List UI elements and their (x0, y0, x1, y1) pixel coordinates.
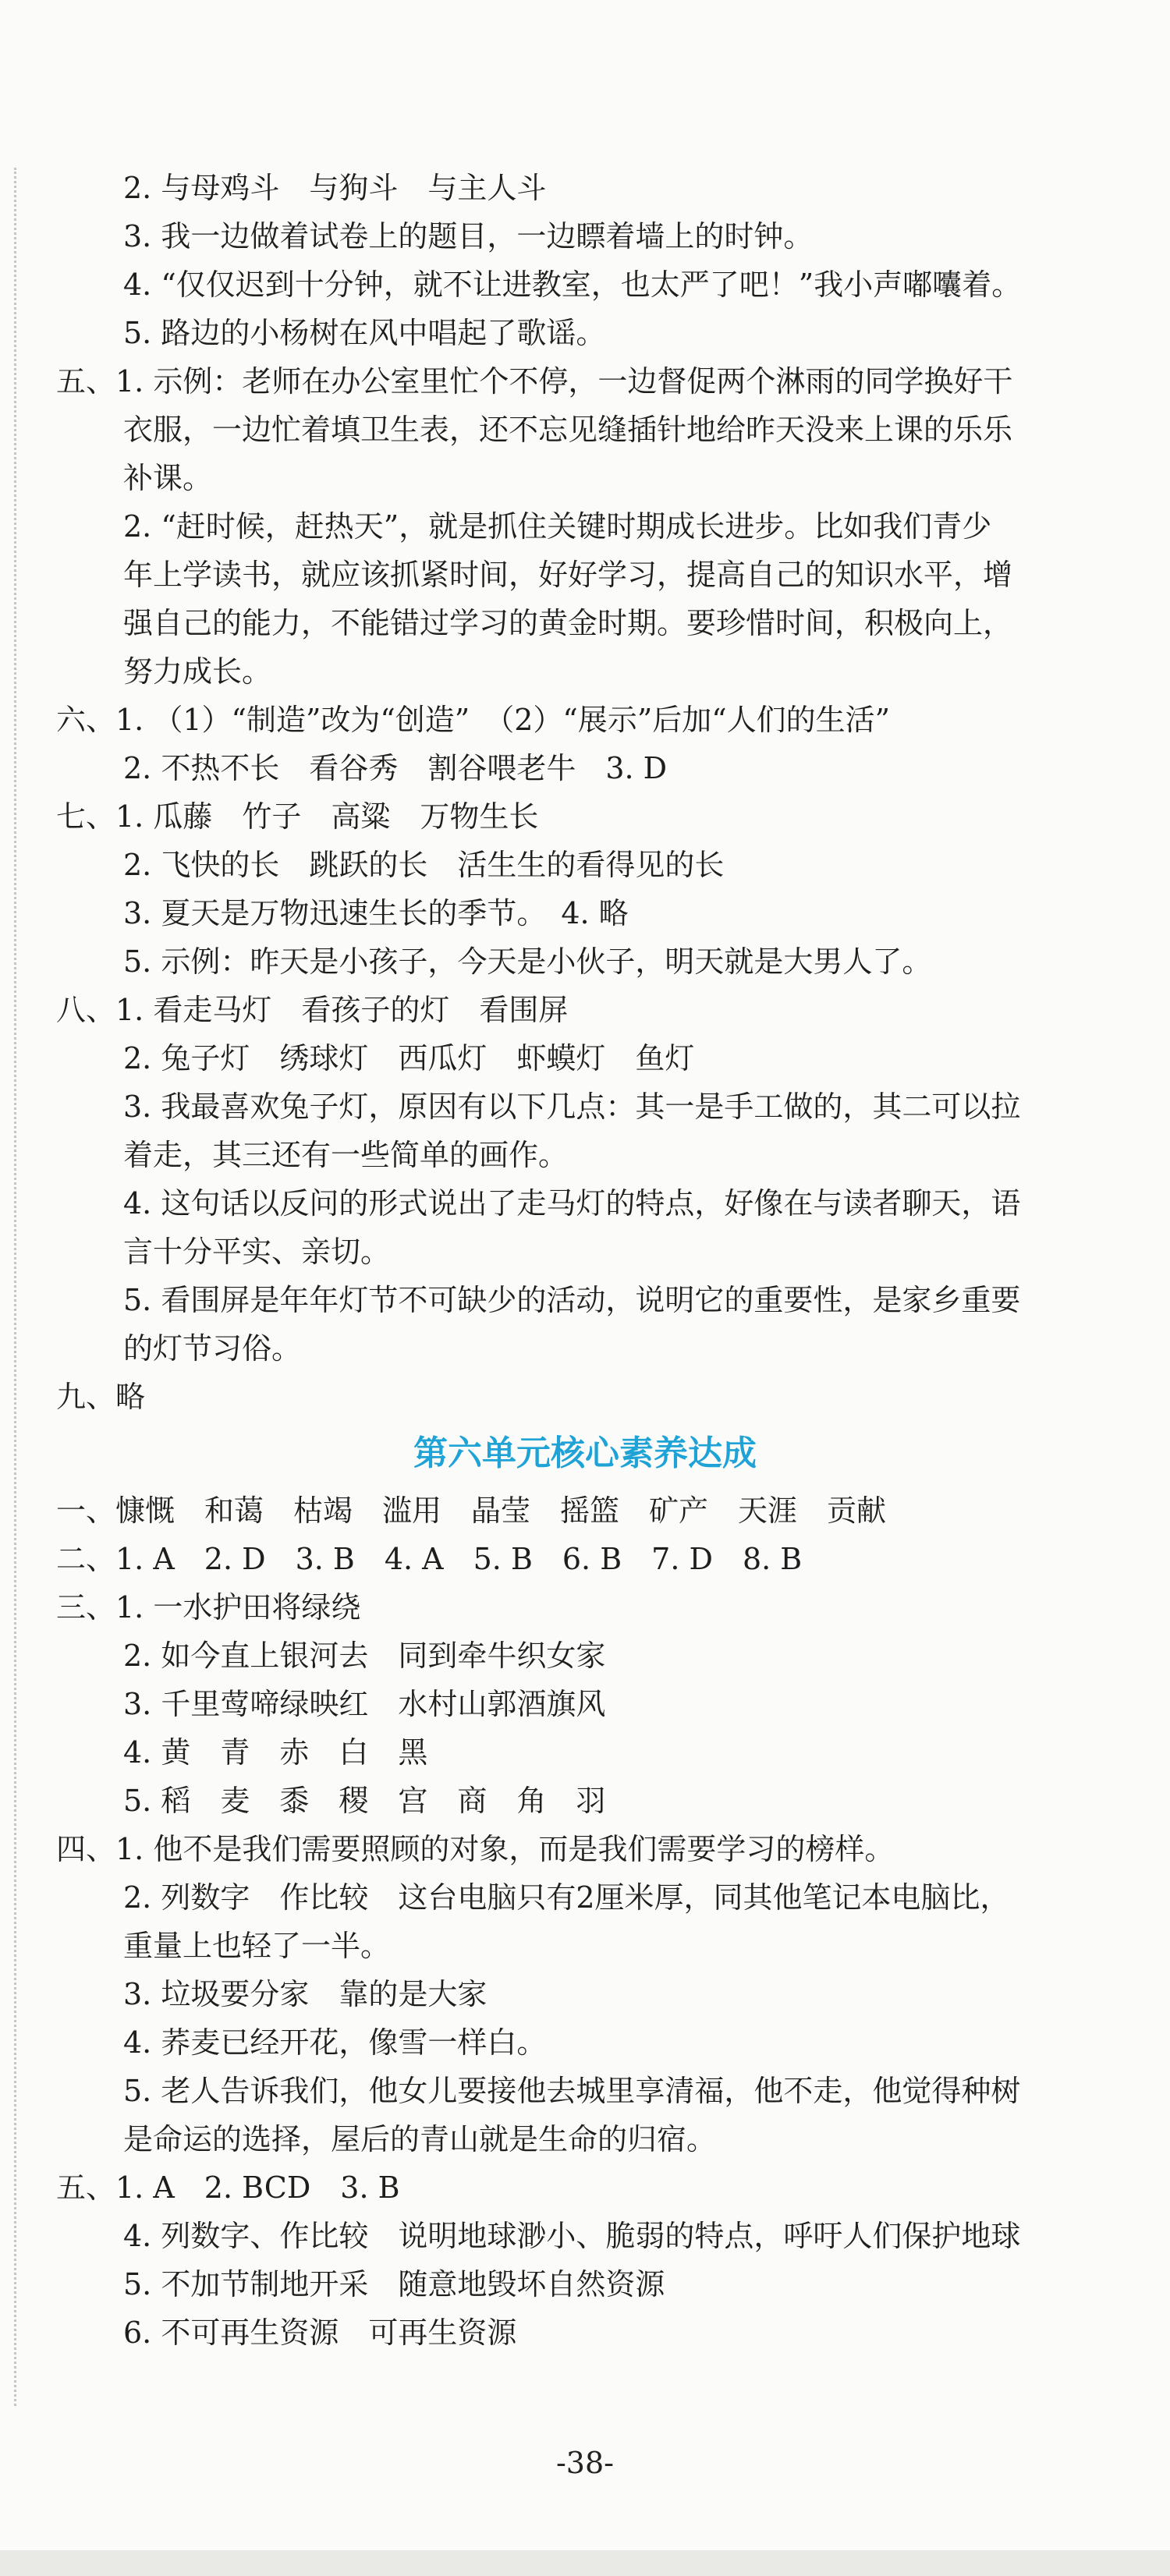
page-number: -38- (555, 2446, 615, 2480)
answer-line: 3. 夏天是万物迅速生长的季节。 4. 略 (123, 896, 629, 930)
answer-line: 2. 兔子灯 绣球灯 西瓜灯 虾蟆灯 鱼灯 (123, 1041, 695, 1075)
answer-line: 是命运的选择，屋后的青山就是生命的归宿。 (123, 2122, 717, 2156)
answer-line: 八、1. 看走马灯 看孩子的灯 看围屏 (56, 993, 569, 1027)
answer-line: 2. 与母鸡斗 与狗斗 与主人斗 (123, 171, 547, 205)
answer-line: 5. 不加节制地开采 随意地毁坏自然资源 (123, 2267, 665, 2301)
answer-line: 3. 我最喜欢兔子灯，原因有以下几点：其一是手工做的，其二可以拉 (123, 1090, 1021, 1124)
answer-line: 4. 荞麦已经开花，像雪一样白。 (123, 2025, 547, 2060)
answer-line: 一、慷慨 和蔼 枯竭 滥用 晶莹 摇篮 矿产 天涯 贡献 (56, 1494, 887, 1528)
answer-line: 努力成长。 (123, 654, 272, 689)
answer-line: 四、1. 他不是我们需要照顾的对象，而是我们需要学习的榜样。 (56, 1832, 895, 1866)
answer-line: 的灯节习俗。 (123, 1331, 302, 1366)
answer-line: 6. 不可再生资源 可再生资源 (123, 2316, 517, 2350)
answer-line: 三、1. 一水护田将绿绕 (56, 1590, 361, 1625)
answer-line: 5. 看围屏是年年灯节不可缺少的活动，说明它的重要性，是家乡重要 (123, 1283, 1021, 1317)
section-heading: 第六单元核心素养达成 (413, 1433, 757, 1473)
answer-line: 着走，其三还有一些简单的画作。 (123, 1138, 569, 1172)
answer-line: 4. 黄 青 赤 白 黑 (123, 1735, 428, 1770)
answer-line: 重量上也轻了一半。 (123, 1929, 391, 1963)
answer-line: 4. “仅仅迟到十分钟，就不让进教室，也太严了吧！”我小声嘟囔着。 (123, 268, 1022, 302)
answer-line: 4. 这句话以反问的形式说出了走马灯的特点，好像在与读者聊天，语 (123, 1186, 1021, 1221)
answer-line: 3. 千里莺啼绿映红 水村山郭酒旗风 (123, 1687, 606, 1721)
answer-line: 二、1. A 2. D 3. B 4. A 5. B 6. B 7. D 8. B (56, 1542, 803, 1576)
margin-dotted-rule (14, 168, 16, 2406)
answer-line: 2. “赶时候，赶热天”，就是抓住关键时期成长进步。比如我们青少 (123, 509, 992, 544)
answer-line: 言十分平实、亲切。 (123, 1235, 391, 1269)
answer-line: 5. 老人告诉我们，他女儿要接他去城里享清福，他不走，他觉得种树 (123, 2074, 1021, 2108)
answer-line: 六、1. （1）“制造”改为“创造” （2）“展示”后加“人们的生活” (56, 703, 891, 737)
answer-line: 2. 列数字 作比较 这台电脑只有2厘米厚，同其他笔记本电脑比， (123, 1880, 1010, 1915)
answer-line: 5. 路边的小杨树在风中唱起了歌谣。 (123, 316, 606, 350)
answer-line: 年上学读书，就应该抓紧时间，好好学习，提高自己的知识水平，增 (123, 558, 1013, 592)
answer-line: 五、1. A 2. BCD 3. B (56, 2170, 400, 2205)
answer-line: 九、略 (56, 1380, 146, 1414)
answer-line: 2. 如今直上银河去 同到牵牛织女家 (123, 1639, 606, 1673)
answer-line: 2. 不热不长 看谷秀 割谷喂老牛 3. D (123, 751, 668, 785)
answer-line: 2. 飞快的长 跳跃的长 活生生的看得见的长 (123, 848, 725, 882)
answer-line: 强自己的能力，不能错过学习的黄金时期。要珍惜时间，积极向上， (123, 606, 1013, 640)
bottom-edge (0, 2550, 1170, 2576)
answer-line: 七、1. 瓜藤 竹子 高粱 万物生长 (56, 799, 539, 834)
answer-line: 五、1. 示例：老师在办公室里忙个不停，一边督促两个淋雨的同学换好干 (56, 364, 1013, 399)
answer-line: 5. 示例：昨天是小孩子，今天是小伙子，明天就是大男人了。 (123, 944, 932, 979)
answer-line: 衣服，一边忙着填卫生表，还不忘见缝插针地给昨天没来上课的乐乐 (123, 413, 1013, 447)
answer-line: 补课。 (123, 461, 213, 495)
answer-line: 3. 我一边做着试卷上的题目，一边瞟着墙上的时钟。 (123, 219, 814, 253)
answer-line: 3. 垃圾要分家 靠的是大家 (123, 1977, 488, 2011)
answer-line: 4. 列数字、作比较 说明地球渺小、脆弱的特点，呼吁人们保护地球 (123, 2219, 1021, 2253)
answer-line: 5. 稻 麦 黍 稷 宫 商 角 羽 (123, 1784, 606, 1818)
